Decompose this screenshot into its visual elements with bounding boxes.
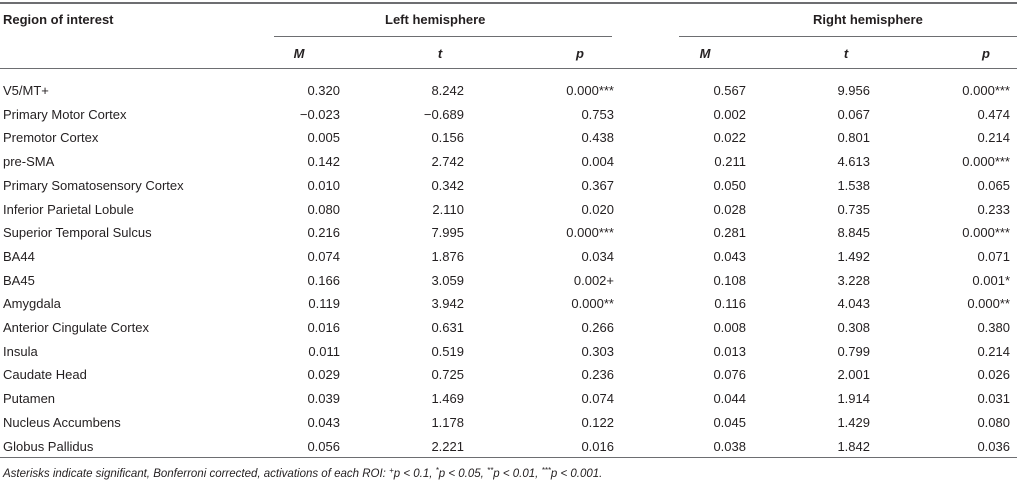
cell-left-p: 0.002+ bbox=[573, 272, 614, 288]
cell-left-m: 0.216 bbox=[307, 225, 340, 241]
cell-left-m: 0.005 bbox=[307, 130, 340, 146]
cell-right-p: 0.065 bbox=[977, 177, 1010, 193]
cell-right-p: 0.474 bbox=[977, 106, 1010, 122]
cell-right-m: 0.022 bbox=[713, 130, 746, 146]
cell-right-m: 0.028 bbox=[713, 201, 746, 217]
cell-left-p: 0.004 bbox=[581, 154, 614, 170]
cell-left-t: 2.110 bbox=[432, 201, 464, 217]
cell-left-p: 0.074 bbox=[581, 391, 614, 407]
cell-right-t: 0.735 bbox=[837, 201, 870, 217]
cell-right-m: 0.116 bbox=[714, 296, 746, 312]
cell-left-p: 0.303 bbox=[581, 343, 614, 359]
table-bottom-rule bbox=[0, 457, 1017, 458]
cell-left-m: 0.016 bbox=[307, 320, 340, 335]
table-row bbox=[0, 150, 1017, 173]
cell-left-p: 0.753 bbox=[581, 106, 614, 122]
region-name: Nucleus Accumbens bbox=[3, 414, 121, 430]
cell-right-m: 0.211 bbox=[714, 154, 746, 170]
cell-left-p: 0.000*** bbox=[566, 83, 614, 98]
cell-left-m: 0.039 bbox=[307, 391, 340, 407]
cell-right-p: 0.026 bbox=[977, 367, 1010, 383]
table-row bbox=[0, 269, 1017, 292]
region-name: Amygdala bbox=[3, 296, 61, 312]
region-name: Inferior Parietal Lobule bbox=[3, 201, 134, 217]
cell-left-m: 0.166 bbox=[307, 272, 340, 288]
subheader-right-p: p bbox=[982, 46, 990, 61]
cell-left-p: 0.367 bbox=[581, 177, 614, 193]
cell-left-t: 3.059 bbox=[431, 272, 464, 288]
cell-right-m: 0.567 bbox=[713, 83, 746, 98]
region-name: Anterior Cingulate Cortex bbox=[3, 320, 149, 335]
table-row bbox=[0, 363, 1017, 386]
cell-right-p: 0.000** bbox=[967, 296, 1010, 312]
cell-left-m: 0.080 bbox=[307, 201, 340, 217]
region-name: BA44 bbox=[3, 248, 35, 264]
cell-right-p: 0.214 bbox=[977, 130, 1010, 146]
cell-left-m: 0.074 bbox=[307, 248, 340, 264]
cell-right-t: 0.308 bbox=[837, 320, 870, 335]
cell-right-p: 0.080 bbox=[977, 414, 1010, 430]
region-name: Premotor Cortex bbox=[3, 130, 99, 146]
cell-right-t: 0.801 bbox=[837, 130, 870, 146]
cell-right-m: 0.002 bbox=[713, 106, 746, 122]
header-right-hemisphere: Right hemisphere bbox=[813, 12, 923, 27]
region-name: Globus Pallidus bbox=[3, 438, 94, 454]
cell-left-t: 7.995 bbox=[431, 225, 464, 241]
region-name: Primary Somatosensory Cortex bbox=[3, 177, 184, 193]
region-name: V5/MT+ bbox=[3, 83, 49, 98]
cell-left-t: 1.876 bbox=[431, 248, 464, 264]
cell-right-t: 1.538 bbox=[837, 177, 870, 193]
table-row bbox=[0, 79, 1017, 102]
cell-left-t: 0.725 bbox=[431, 367, 464, 383]
cell-right-t: 4.613 bbox=[837, 154, 870, 170]
cell-left-t: 2.221 bbox=[431, 438, 464, 454]
cell-left-t: 3.942 bbox=[431, 296, 464, 312]
cell-right-m: 0.050 bbox=[713, 177, 746, 193]
region-name: Primary Motor Cortex bbox=[3, 106, 127, 122]
header-left-hemisphere: Left hemisphere bbox=[385, 12, 486, 27]
table-row bbox=[0, 292, 1017, 315]
table-row bbox=[0, 221, 1017, 244]
table-row bbox=[0, 103, 1017, 126]
cell-left-m: 0.043 bbox=[307, 414, 340, 430]
cell-left-m: −0.023 bbox=[299, 106, 340, 122]
cell-left-p: 0.236 bbox=[581, 367, 614, 383]
cell-right-t: 1.842 bbox=[837, 438, 870, 454]
region-name: Putamen bbox=[3, 391, 56, 407]
table-footnote: Asterisks indicate significant, Bonferroni corrected, activations of each ROI: +p < 0.1, *p < 0.05, **p < 0.01, ***p < 0.001. bbox=[3, 466, 603, 480]
cell-left-t: 0.342 bbox=[431, 177, 464, 193]
cell-left-p: 0.000** bbox=[571, 296, 614, 312]
cell-right-m: 0.038 bbox=[713, 438, 746, 454]
cell-right-m: 0.108 bbox=[713, 272, 746, 288]
cell-left-m: 0.011 bbox=[308, 343, 340, 359]
table-row bbox=[0, 174, 1017, 197]
cell-right-p: 0.001* bbox=[972, 272, 1010, 288]
table-row bbox=[0, 340, 1017, 363]
cell-right-t: 0.067 bbox=[837, 106, 870, 122]
cell-right-p: 0.380 bbox=[977, 320, 1010, 335]
cell-right-t: 9.956 bbox=[837, 83, 870, 98]
cell-right-m: 0.281 bbox=[713, 225, 746, 241]
right-hemisphere-rule bbox=[679, 36, 1017, 37]
cell-right-t: 1.914 bbox=[837, 391, 870, 407]
left-hemisphere-rule bbox=[274, 36, 612, 37]
cell-left-m: 0.010 bbox=[307, 177, 340, 193]
table-row bbox=[0, 316, 1017, 339]
cell-right-t: 1.492 bbox=[837, 248, 870, 264]
cell-left-p: 0.438 bbox=[581, 130, 614, 146]
table-row bbox=[0, 245, 1017, 268]
cell-right-p: 0.000*** bbox=[962, 83, 1010, 98]
region-name: Caudate Head bbox=[3, 367, 87, 383]
cell-left-p: 0.000*** bbox=[566, 225, 614, 241]
region-name: BA45 bbox=[3, 272, 35, 288]
cell-right-t: 1.429 bbox=[837, 414, 870, 430]
region-name: Insula bbox=[3, 343, 38, 359]
cell-left-t: 0.631 bbox=[431, 320, 464, 335]
cell-left-m: 0.320 bbox=[307, 83, 340, 98]
table-row bbox=[0, 126, 1017, 149]
subheader-right-m: M bbox=[699, 46, 711, 61]
table-top-rule bbox=[0, 2, 1017, 4]
cell-left-m: 0.029 bbox=[307, 367, 340, 383]
subheader-left-m: M bbox=[293, 46, 305, 61]
cell-left-t: 8.242 bbox=[431, 83, 464, 98]
cell-left-p: 0.016 bbox=[581, 438, 614, 454]
cell-right-t: 0.799 bbox=[837, 343, 870, 359]
table-row bbox=[0, 387, 1017, 410]
cell-left-p: 0.034 bbox=[581, 248, 614, 264]
cell-left-p: 0.122 bbox=[581, 414, 614, 430]
cell-right-t: 3.228 bbox=[837, 272, 870, 288]
cell-right-p: 0.000*** bbox=[962, 225, 1010, 241]
cell-right-p: 0.031 bbox=[977, 391, 1010, 407]
cell-left-m: 0.056 bbox=[307, 438, 340, 454]
cell-right-p: 0.036 bbox=[977, 438, 1010, 454]
cell-right-p: 0.233 bbox=[977, 201, 1010, 217]
cell-left-t: 1.178 bbox=[431, 414, 464, 430]
cell-left-p: 0.020 bbox=[581, 201, 614, 217]
region-name: pre-SMA bbox=[3, 154, 55, 170]
table-row bbox=[0, 435, 1017, 458]
cell-right-p: 0.071 bbox=[977, 248, 1010, 264]
cell-right-m: 0.008 bbox=[713, 320, 746, 335]
cell-right-t: 8.845 bbox=[837, 225, 870, 241]
cell-left-t: −0.689 bbox=[423, 106, 464, 122]
cell-left-t: 0.156 bbox=[431, 130, 464, 146]
cell-right-t: 4.043 bbox=[837, 296, 870, 312]
cell-right-m: 0.045 bbox=[713, 414, 746, 430]
cell-left-m: 0.119 bbox=[308, 296, 340, 312]
cell-right-m: 0.013 bbox=[713, 343, 746, 359]
cell-left-t: 2.742 bbox=[431, 154, 464, 170]
cell-right-t: 2.001 bbox=[837, 367, 870, 383]
cell-right-m: 0.043 bbox=[713, 248, 746, 264]
table-row bbox=[0, 411, 1017, 434]
subheader-left-p: p bbox=[576, 46, 584, 61]
cell-right-p: 0.214 bbox=[977, 343, 1010, 359]
cell-left-p: 0.266 bbox=[581, 320, 614, 335]
cell-left-t: 1.469 bbox=[431, 391, 464, 407]
cell-right-p: 0.000*** bbox=[962, 154, 1010, 170]
cell-left-t: 0.519 bbox=[431, 343, 464, 359]
cell-right-m: 0.076 bbox=[713, 367, 746, 383]
table-row bbox=[0, 198, 1017, 221]
cell-right-m: 0.044 bbox=[713, 391, 746, 407]
cell-left-m: 0.142 bbox=[307, 154, 340, 170]
table-header-rule bbox=[0, 68, 1017, 69]
header-region-of-interest: Region of interest bbox=[3, 12, 114, 27]
region-name: Superior Temporal Sulcus bbox=[3, 225, 152, 241]
subheader-left-t: t bbox=[437, 46, 443, 61]
subheader-right-t: t bbox=[843, 46, 849, 61]
